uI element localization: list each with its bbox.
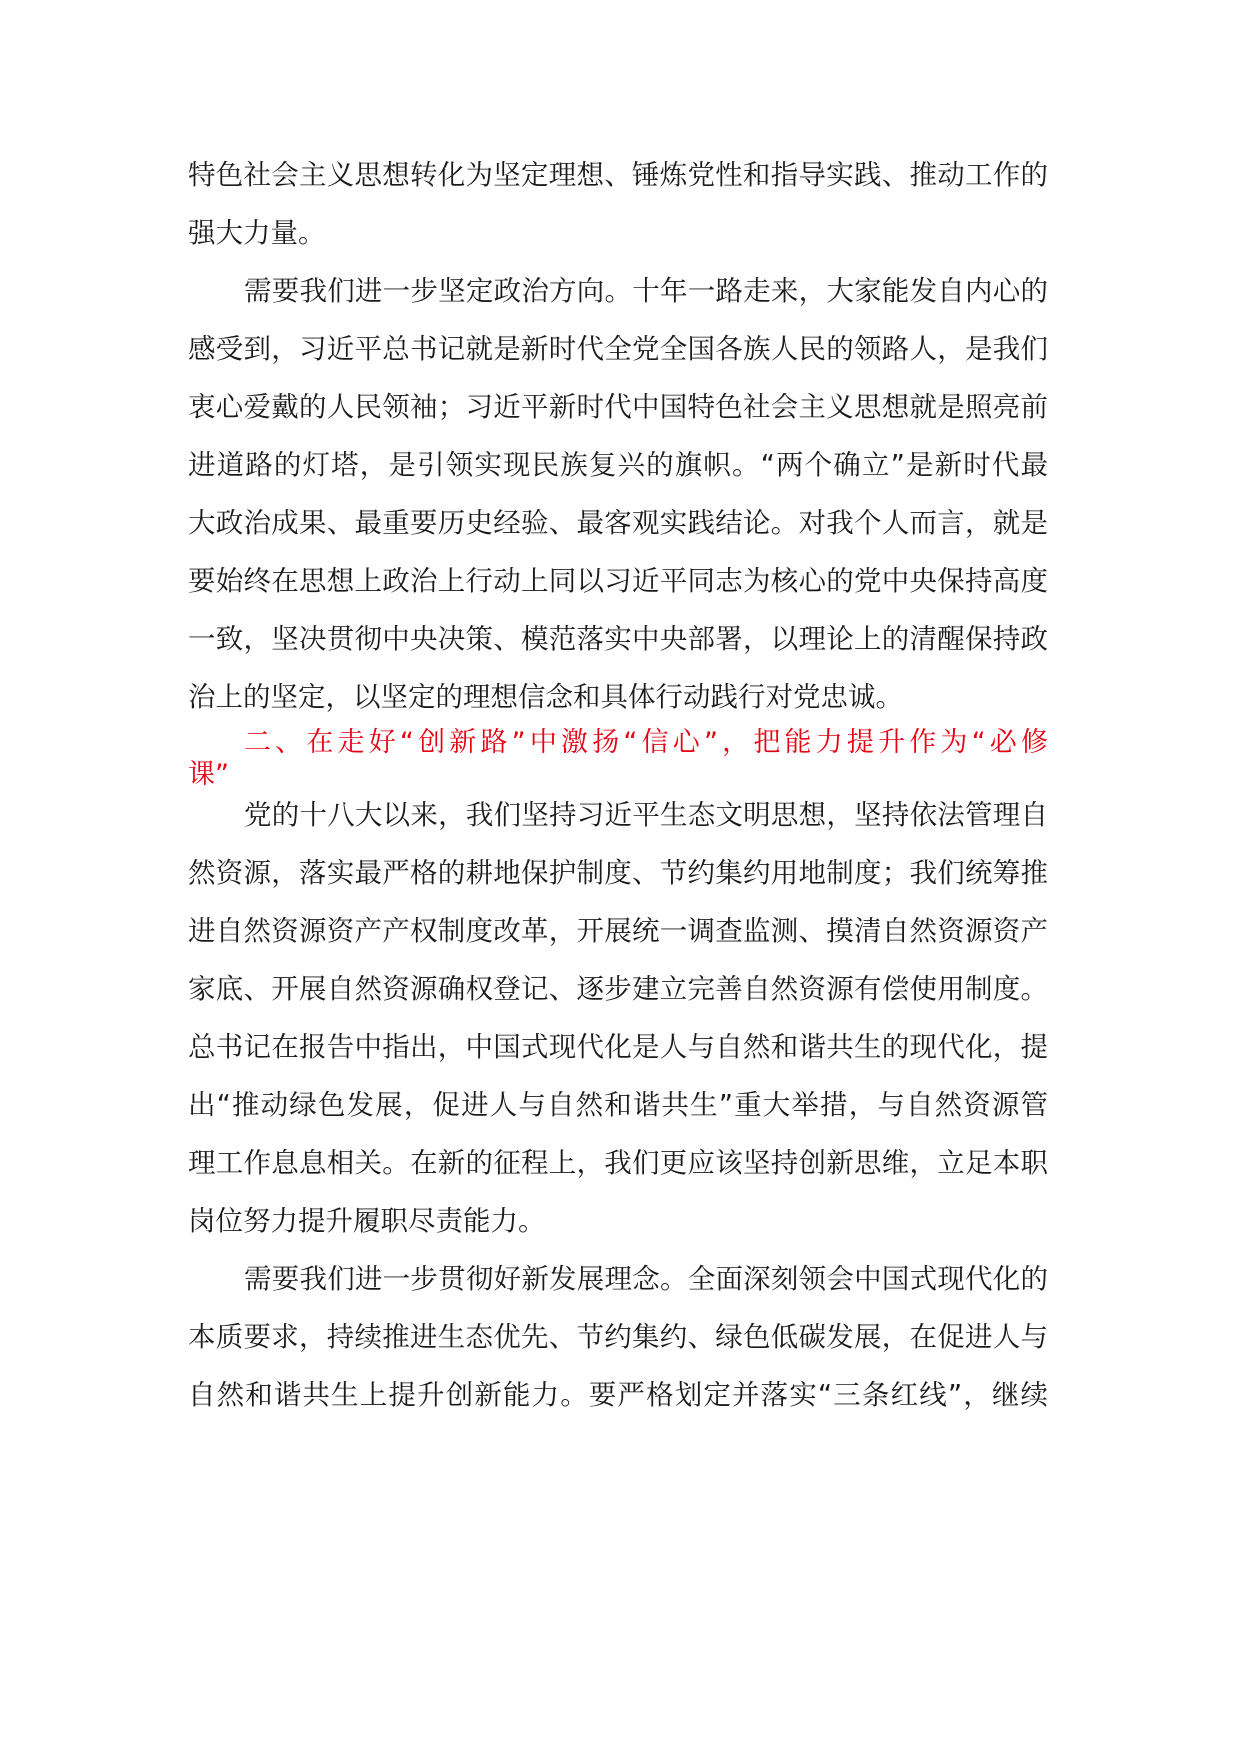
paragraph-line: 理工作息息相关。在新的征程上，我们更应该坚持创新思维，立足本职 bbox=[188, 1147, 1048, 1179]
paragraph-line: 需要我们进一步坚定政治方向。十年一路走来，大家能发自内心的 bbox=[244, 275, 1048, 307]
paragraph-line: 进道路的灯塔，是引领实现民族复兴的旗帜。“两个确立”是新时代最 bbox=[188, 449, 1048, 481]
paragraph-line: 特色社会主义思想转化为坚定理想、锤炼党性和指导实践、推动工作的 bbox=[188, 159, 1048, 191]
paragraph-line: 岗位努力提升履职尽责能力。 bbox=[188, 1205, 546, 1237]
section-heading: 二、在走好“创新路”中激扬“信心”，把能力提升作为“必修 bbox=[244, 727, 1048, 758]
paragraph-line: 家底、开展自然资源确权登记、逐步建立完善自然资源有偿使用制度。 bbox=[188, 973, 1048, 1005]
paragraph-line: 本质要求，持续推进生态优先、节约集约、绿色低碳发展，在促进人与 bbox=[188, 1321, 1048, 1353]
paragraph-line: 强大力量。 bbox=[188, 217, 326, 249]
paragraph-line: 出“推动绿色发展，促进人与自然和谐共生”重大举措，与自然资源管 bbox=[188, 1089, 1048, 1121]
paragraph-line: 衷心爱戴的人民领袖；习近平新时代中国特色社会主义思想就是照亮前 bbox=[188, 391, 1048, 423]
paragraph-line: 一致，坚决贯彻中央决策、模范落实中央部署，以理论上的清醒保持政 bbox=[188, 623, 1048, 655]
paragraph-line: 大政治成果、最重要历史经验、最客观实践结论。对我个人而言，就是 bbox=[188, 507, 1048, 539]
paragraph-line: 需要我们进一步贯彻好新发展理念。全面深刻领会中国式现代化的 bbox=[244, 1263, 1048, 1295]
section-heading: 课” bbox=[188, 759, 229, 790]
paragraph-line: 要始终在思想上政治上行动上同以习近平同志为核心的党中央保持高度 bbox=[188, 565, 1048, 597]
paragraph-line: 然资源，落实最严格的耕地保护制度、节约集约用地制度；我们统筹推 bbox=[188, 857, 1048, 889]
paragraph-line: 自然和谐共生上提升创新能力。要严格划定并落实“三条红线”，继续 bbox=[188, 1379, 1048, 1411]
paragraph-line: 治上的坚定，以坚定的理想信念和具体行动践行对党忠诚。 bbox=[188, 681, 903, 713]
paragraph-line: 感受到，习近平总书记就是新时代全党全国各族人民的领路人，是我们 bbox=[188, 333, 1048, 365]
paragraph-line: 党的十八大以来，我们坚持习近平生态文明思想，坚持依法管理自 bbox=[244, 799, 1048, 831]
paragraph-line: 进自然资源资产产权制度改革，开展统一调查监测、摸清自然资源资产 bbox=[188, 915, 1048, 947]
paragraph-line: 总书记在报告中指出，中国式现代化是人与自然和谐共生的现代化，提 bbox=[188, 1031, 1048, 1063]
